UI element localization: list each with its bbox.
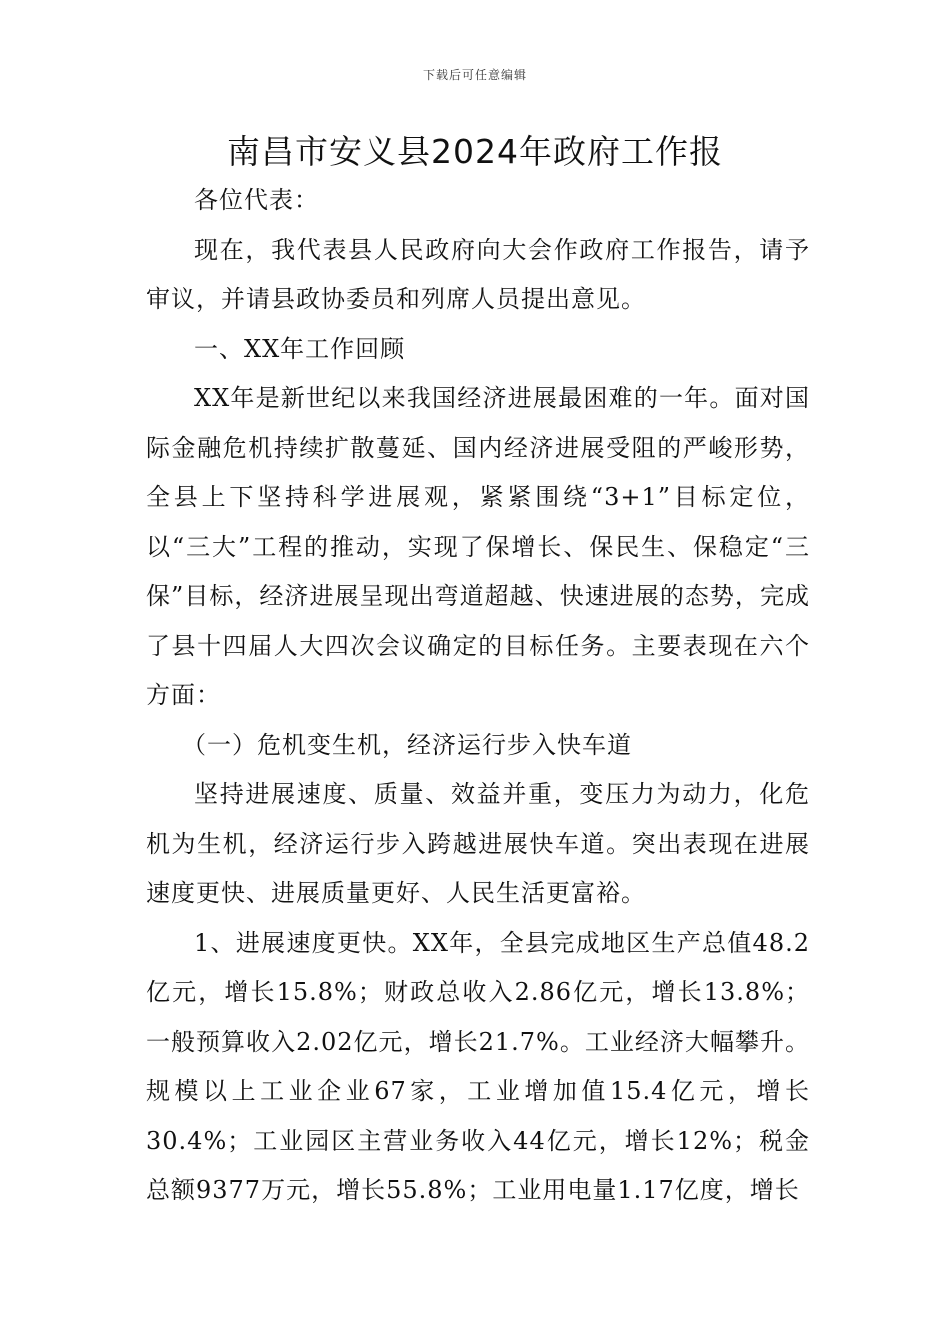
- header-note: 下载后可任意编辑: [422, 68, 527, 82]
- paragraph-growth-speed: 1、进展速度更快。XX年，全县完成地区生产总值48.2亿元，增长15.8%；财政总收入2.86亿元，增长13.8%；一般预算收入2.02亿元，增长21.7%。工业经济大幅攀升。规模以上工业企业67家，工业增加值15.4亿元，增长30.4%；工业园区主营业务收入44亿元，增长12%；税金总额9377万元，增长55.8%；工业用电量1.17亿度，增长: [146, 928, 810, 1204]
- salutation: 各位代表：: [194, 186, 319, 214]
- document-body: [146, 176, 810, 1216]
- paragraph-intro: 现在，我代表县人民政府向大会作政府工作报告，请予审议，并请县政协委员和列席人员提出意见。: [146, 235, 810, 313]
- document-title: 南昌市安义县2024年政府工作报: [227, 132, 723, 171]
- subsection-heading-economy: （一）危机变生机，经济运行步入快车道: [182, 730, 632, 759]
- paragraph-economy: 坚持进展速度、质量、效益并重，变压力为动力，化危机为生机，经济运行步入跨越进展快车道。突出表现在进展速度更快、进展质量更好、人民生活更富裕。: [146, 780, 810, 907]
- paragraph-review: XX年是新世纪以来我国经济进展最困难的一年。面对国际金融危机持续扩散蔓延、国内经济进展受阻的严峻形势，全县上下坚持科学进展观，紧紧围绕“3+1”目标定位，以“三大”工程的推动，实现了保增长、保民生、保稳定“三保”目标，经济进展呈现出弯道超越、快速进展的态势，完成了县十四届人大四次会议确定的目标任务。主要表现在六个方面：: [146, 384, 810, 709]
- section-heading-review: 一、XX年工作回顾: [194, 334, 406, 363]
